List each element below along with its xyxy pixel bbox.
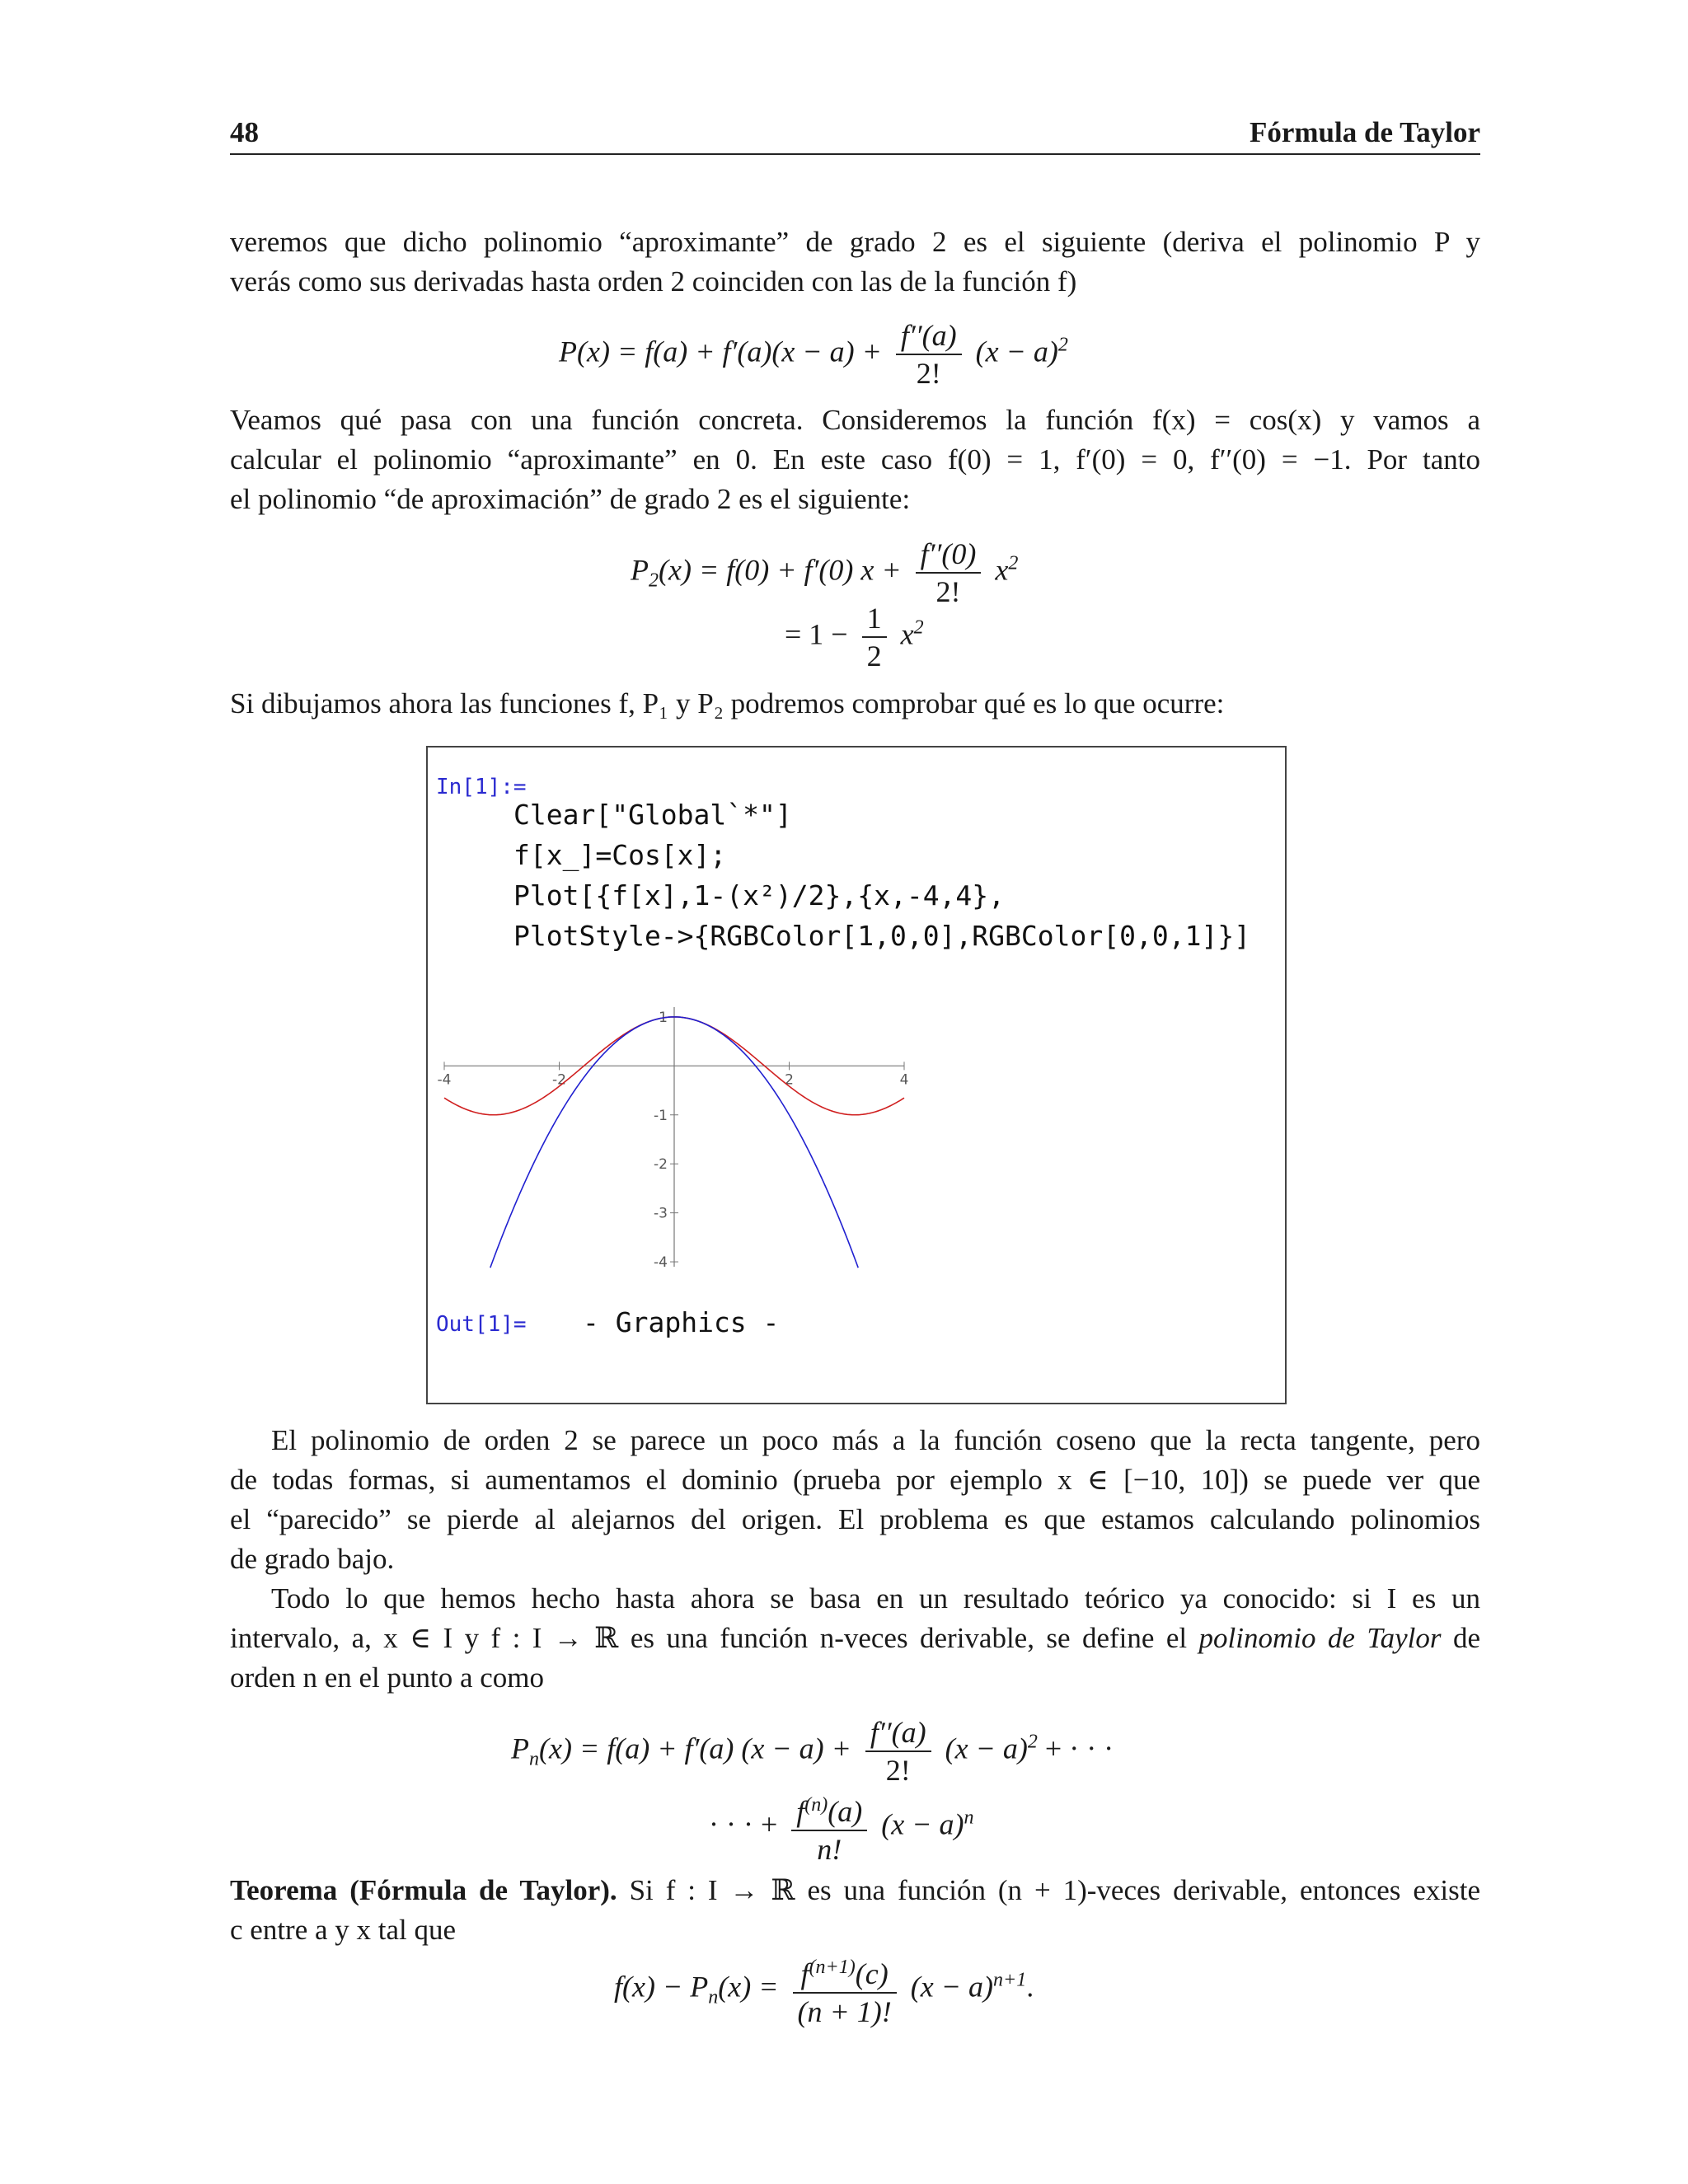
paragraph-line: verás como sus derivadas hasta orden 2 coinciden con las de la función f) [230,265,1077,298]
page-number: 48 [230,116,259,148]
equation-taylor-remainder [614,1949,1034,2030]
eq-fraction-num: 1 [862,600,887,638]
theorem-block [230,1871,1480,1950]
paragraph-plot-intro [230,684,1480,724]
eq-fraction-half [862,600,887,674]
paragraph-line [230,1619,1480,1658]
eq-fraction-den: 2! [935,575,961,608]
eq-fraction-den: (n + 1)! [797,1995,892,2028]
paragraph-line: de todas formas, si aumentamos el dominio (prueba por ejemplo x ∈ [−10, 10]) se puede ver que [230,1464,1480,1496]
y-tick-label: -4 [654,1254,668,1272]
text-run: intervalo, a, x ∈ I y f : I → ℝ es una función n-veces derivable, se define el [230,1622,1199,1654]
paragraph-comparison [230,1421,1480,1579]
paragraph-line [230,1871,1480,1910]
text-run: Si f : I → ℝ es una función (n + 1)-veces derivable, entonces existe [617,1874,1481,1906]
paragraph-line: de grado bajo. [230,1543,395,1575]
eq-fraction [865,1714,931,1788]
eq-fraction [791,1787,867,1868]
paragraph-taylor-def [230,1579,1480,1698]
eq-fraction-den: 2! [916,357,941,390]
eq-fraction-den: n! [817,1833,842,1866]
graphics-output: - Graphics - [583,1306,780,1338]
eq-fraction [916,536,982,610]
eq-lhs-sub: n [529,1748,539,1770]
eq-fraction-num: f′′(a) [865,1714,931,1752]
eq-fraction-num [793,1949,897,1994]
header-rule [230,153,1480,155]
eq-exponent: 2 [1008,552,1019,574]
notebook-cell [426,746,1287,1404]
paragraph-line: el “parecido” se pierde al alejarnos del origen. El problema es que estamos calculando polinomios [230,1503,1480,1535]
paragraph-cosine [230,401,1480,519]
paragraph-line: El polinomio de orden 2 se parece un poco más a la función coseno que la recta tangente, pero [271,1424,1480,1456]
eq-lhs-sub: n [708,1986,719,2008]
eq-line2-pre: · · · + [709,1807,778,1841]
eq-fraction-den: 2 [866,640,882,673]
y-tick-label: -3 [654,1205,668,1222]
eq-lhs-p: P [511,1732,529,1765]
eq-fraction-den: 2! [885,1754,911,1787]
eq-frac-rest: (c) [855,1957,889,1990]
y-tick-label: 1 [659,1009,668,1026]
paragraph-line: calcular el polinomio “aproximante” en 0. En este caso f(0) = 1, f′(0) = 0, f′′(0) = −1. Por tanto [230,443,1480,476]
output-label: Out[1]= [436,1312,527,1337]
theorem-title: Teorema (Fórmula de Taylor). [230,1874,617,1906]
paragraph-line: Si dibujamos ahora las funciones f, P₁ y P₂ podremos comprobar qué es lo que ocurre: [230,687,1225,719]
equation-taylor-poly-line2 [709,1787,974,1868]
eq-fraction-num: f′′(0) [916,536,982,574]
eq-fraction-num [791,1787,867,1831]
eq-frac-rest: (a) [828,1795,863,1828]
code-line: Clear["Global`*"] [513,799,792,831]
equation-p2-line2 [785,600,924,674]
eq-exponent: 2 [1057,334,1068,356]
paragraph-line: orden n en el punto a como [230,1661,545,1694]
x-tick-label: 2 [785,1071,794,1089]
equation-p2-line1 [631,536,1018,610]
eq-rhs: (x − a) [881,1807,964,1841]
cosine-taylor-plot [436,995,914,1275]
eq-exponent: n [964,1807,974,1829]
emphasis-term: polinomio de Taylor [1198,1622,1442,1654]
eq-exponent: n+1 [993,1969,1027,1991]
eq-lhs-sub: 2 [649,569,659,592]
eq-rhs: x [995,553,1009,587]
eq-rhs: (x − a) [975,335,1058,368]
eq-rhs: x [900,617,914,651]
eq-frac-sup: (n) [804,1794,828,1816]
eq-fraction [793,1949,897,2030]
eq-fraction-num: f′′(a) [896,317,962,355]
input-label: In[1]:= [436,775,527,799]
code-line: Plot[{f[x],1-(x²)/2},{x,-4,4}, [513,879,1006,912]
eq-lhs-b: (x) = [718,1970,779,2004]
eq-lhs-a: f(x) − P [614,1970,709,2004]
eq-tail: . [1026,1970,1034,2004]
eq-frac-f: f [796,1795,805,1828]
equation-taylor-order2 [559,317,1068,391]
x-tick-label: -4 [437,1071,452,1089]
x-tick-label: -2 [552,1071,566,1089]
paragraph-intro [230,223,1480,302]
eq-tail: + · · · [1037,1732,1114,1765]
y-tick-label: -2 [654,1156,668,1174]
eq-frac-sup: (n+1) [809,1957,856,1978]
equation-taylor-poly-line1 [511,1714,1114,1788]
eq-lhs-p: P [631,553,649,587]
eq-line2-pre: = 1 − [785,617,848,651]
text-run: de [1441,1622,1480,1654]
x-tick-label: 4 [899,1071,909,1089]
code-line: f[x_]=Cos[x]; [513,839,727,871]
paragraph-line: el polinomio “de aproximación” de grado 2 es el siguiente: [230,483,911,515]
paragraph-line: c entre a y x tal que [230,1914,457,1946]
paragraph-line: veremos que dicho polinomio “aproximante” de grado 2 es el siguiente (deriva el polinomio P y [230,226,1480,258]
eq-frac-f: f [800,1957,809,1990]
y-tick-label: -1 [654,1107,668,1124]
eq-fraction [896,317,962,391]
paragraph-line: Veamos qué pasa con una función concreta. Consideremos la función f(x) = cos(x) y vamos a [230,404,1480,436]
running-title: Fórmula de Taylor [1249,116,1480,148]
eq-lhs: P(x) = f(a) + f′(a)(x − a) + [559,335,882,368]
code-line: PlotStyle->{RGBColor[1,0,0],RGBColor[0,0,1]}] [513,920,1251,952]
eq-rhs: (x − a) [910,1970,994,2004]
eq-rhs: (x − a) [945,1732,1028,1765]
eq-lhs-rest: (x) = f(a) + f′(a) (x − a) + [539,1732,851,1765]
eq-lhs-rest: (x) = f(0) + f′(0) x + [659,553,902,587]
eq-exponent: 2 [913,616,924,639]
paragraph-line: Todo lo que hemos hecho hasta ahora se basa en un resultado teórico ya conocido: si I es un [271,1582,1480,1615]
eq-exponent: 2 [1027,1731,1038,1753]
